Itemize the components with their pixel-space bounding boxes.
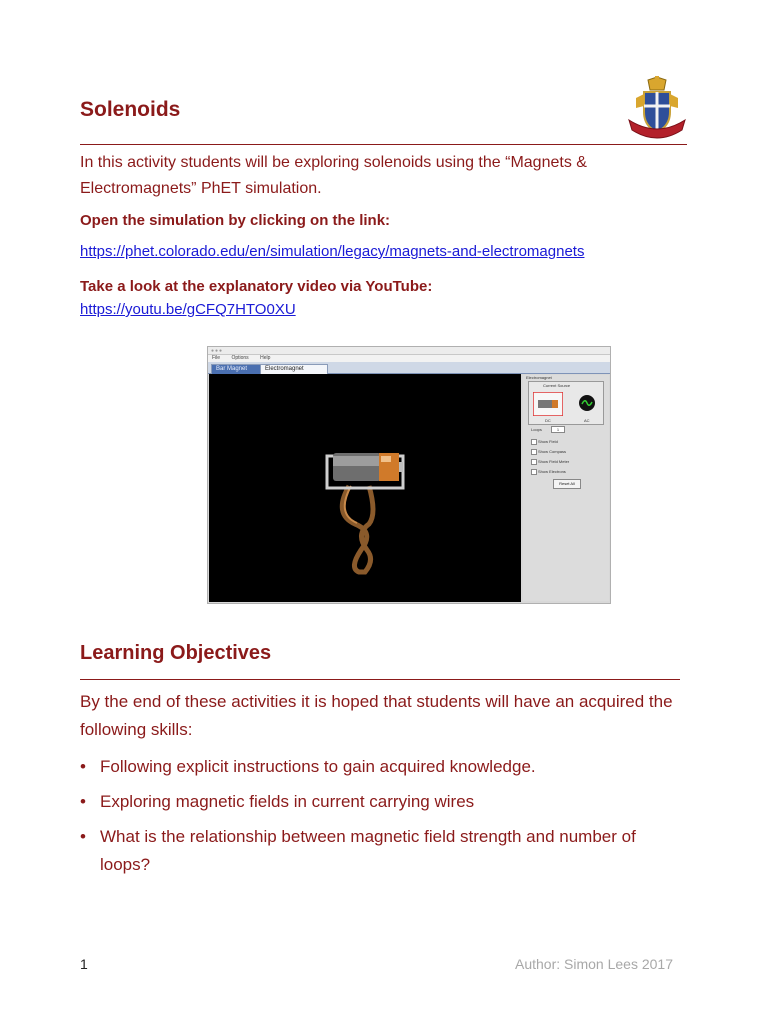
battery-icon [533, 392, 563, 416]
sim-tab-electromagnet: Electromagnet [260, 364, 328, 374]
page-number: 1 [80, 956, 88, 972]
sim-window-titlebar [208, 347, 610, 355]
simulation-link[interactable]: https://phet.colorado.edu/en/simulation/legacy/magnets-and-electromagnets [80, 243, 585, 260]
ac-source-icon [577, 393, 597, 413]
bullet-icon: • [80, 792, 86, 811]
video-label: Take a look at the explanatory video via YouTube: [80, 278, 433, 295]
list-item-text: Following explicit instructions to gain acquired knowledge. [100, 757, 536, 776]
source-option-ac: AC [584, 418, 590, 423]
sim-tab-strip [208, 362, 610, 374]
option-label: Show Field [538, 439, 558, 444]
sim-tab-bar-magnet: Bar Magnet [211, 364, 263, 374]
option-checkbox [531, 469, 537, 475]
intro-paragraph: In this activity students will be exploring solenoids using the “Magnets & Electromagnets” PhET simulation. [80, 154, 587, 197]
source-option-dc: DC [545, 418, 551, 423]
current-source-label: Current Source [543, 383, 571, 388]
page-title: Solenoids [80, 98, 181, 121]
list-item-text: What is the relationship between magnetic field strength and number of loops? [100, 827, 636, 874]
list-item [80, 788, 680, 816]
section-heading-learning-objectives: Learning Objectives [80, 642, 272, 664]
list-item [80, 823, 680, 879]
objectives-intro: By the end of these activities it is hoped that students will have an acquired the following skills: [80, 692, 673, 739]
option-label: Show Field Meter [538, 459, 570, 464]
section-divider [80, 679, 680, 680]
reset-all-button: Reset All [553, 479, 581, 489]
sim-menubar [208, 355, 610, 362]
sim-play-area [209, 374, 521, 602]
current-source-box [528, 381, 604, 425]
option-label: Show Compass [538, 449, 567, 454]
simulation-screenshot [207, 346, 611, 604]
electromagnet-drawing [209, 374, 521, 602]
loops-label: Loops [531, 427, 542, 432]
sim-menu-file: File [212, 355, 221, 361]
youtube-link[interactable]: https://youtu.be/gCFQ7HTO0XU [80, 301, 296, 318]
option-checkbox [531, 459, 537, 465]
author-credit: Author: Simon Lees 2017 [515, 956, 673, 972]
list-item [80, 753, 680, 781]
option-label: Show Electrons [538, 469, 566, 474]
bullet-icon: • [80, 757, 86, 776]
title-divider [80, 144, 687, 145]
panel-title: Electromagnet [526, 375, 552, 380]
sim-control-panel [523, 375, 609, 601]
sim-menu-options: Options [231, 355, 249, 361]
open-sim-label: Open the simulation by clicking on the link: [80, 212, 391, 229]
option-checkbox [531, 449, 537, 455]
window-controls-icon: ●●● [211, 348, 224, 354]
list-item-text: Exploring magnetic fields in current carrying wires [100, 792, 475, 811]
school-crest-logo [624, 76, 690, 142]
option-checkbox [531, 439, 537, 445]
bullet-icon: • [80, 827, 86, 846]
sim-menu-help: Help [260, 355, 271, 361]
loops-spinner: 1 [551, 426, 565, 433]
